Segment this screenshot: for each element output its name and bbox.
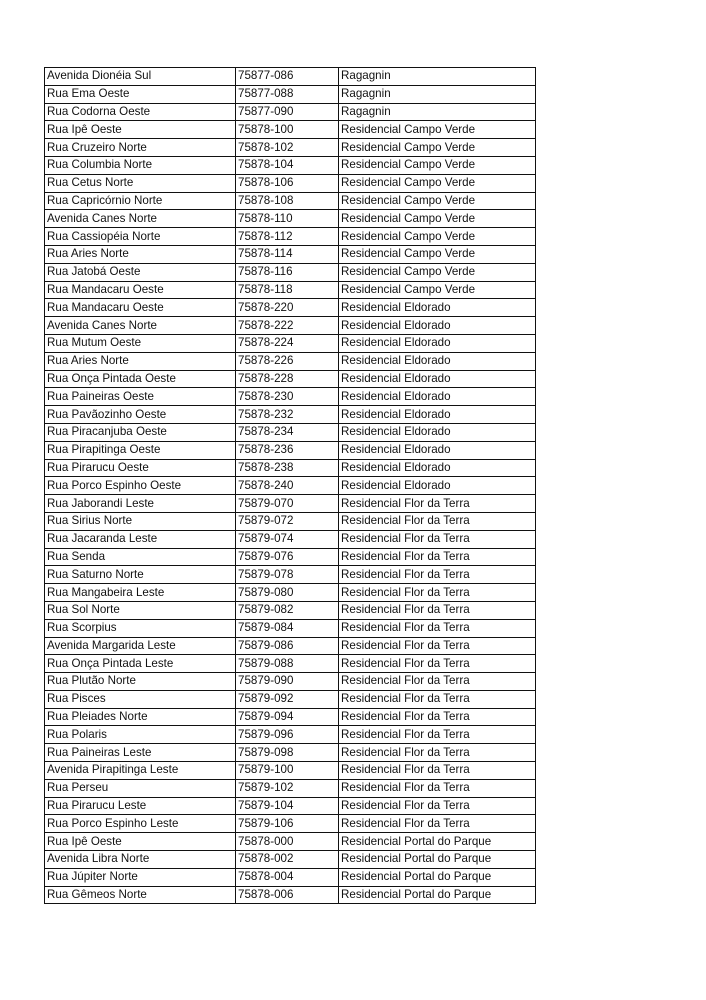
- cep-cell: 75879-086: [236, 637, 339, 655]
- street-cell: Rua Paineiras Leste: [45, 744, 236, 762]
- neighborhood-cell: Residencial Campo Verde: [339, 210, 536, 228]
- street-cell: Rua Scorpius: [45, 619, 236, 637]
- neighborhood-cell: Residencial Flor da Terra: [339, 637, 536, 655]
- neighborhood-cell: Residencial Campo Verde: [339, 228, 536, 246]
- table-row: [45, 388, 536, 406]
- cep-cell: 75879-076: [236, 548, 339, 566]
- table-row: [45, 459, 536, 477]
- neighborhood-cell: Residencial Eldorado: [339, 334, 536, 352]
- neighborhood-cell: Residencial Flor da Terra: [339, 815, 536, 833]
- table-row: [45, 334, 536, 352]
- table-row: [45, 85, 536, 103]
- table-row: [45, 103, 536, 121]
- table-row: [45, 637, 536, 655]
- street-cell: Rua Jaborandi Leste: [45, 495, 236, 513]
- street-cell: Rua Pisces: [45, 690, 236, 708]
- table-row: [45, 477, 536, 495]
- cep-cell: 75879-088: [236, 655, 339, 673]
- cep-cell: 75879-100: [236, 762, 339, 780]
- street-cell: Avenida Canes Norte: [45, 317, 236, 335]
- street-cell: Rua Perseu: [45, 779, 236, 797]
- table-row: [45, 68, 536, 86]
- neighborhood-cell: Residencial Flor da Terra: [339, 655, 536, 673]
- cep-cell: 75878-224: [236, 334, 339, 352]
- street-cell: Rua Sol Norte: [45, 601, 236, 619]
- table-row: [45, 601, 536, 619]
- table-row: [45, 815, 536, 833]
- table-row: [45, 797, 536, 815]
- street-cell: Rua Pirarucu Oeste: [45, 459, 236, 477]
- cep-cell: 75878-110: [236, 210, 339, 228]
- cep-cell: 75878-102: [236, 139, 339, 157]
- address-table: [44, 67, 536, 904]
- table-row: [45, 228, 536, 246]
- table-row: [45, 406, 536, 424]
- neighborhood-cell: Residencial Eldorado: [339, 477, 536, 495]
- neighborhood-cell: Ragagnin: [339, 85, 536, 103]
- neighborhood-cell: Residencial Flor da Terra: [339, 797, 536, 815]
- neighborhood-cell: Residencial Flor da Terra: [339, 619, 536, 637]
- street-cell: Rua Jacaranda Leste: [45, 530, 236, 548]
- neighborhood-cell: Residencial Flor da Terra: [339, 566, 536, 584]
- neighborhood-cell: Residencial Eldorado: [339, 388, 536, 406]
- neighborhood-cell: Residencial Flor da Terra: [339, 530, 536, 548]
- cep-cell: 75878-002: [236, 851, 339, 869]
- neighborhood-cell: Residencial Eldorado: [339, 370, 536, 388]
- cep-cell: 75879-082: [236, 601, 339, 619]
- street-cell: Rua Plutão Norte: [45, 673, 236, 691]
- table-row: [45, 584, 536, 602]
- cep-cell: 75878-230: [236, 388, 339, 406]
- neighborhood-cell: Residencial Flor da Terra: [339, 708, 536, 726]
- table-row: [45, 851, 536, 869]
- table-row: [45, 548, 536, 566]
- neighborhood-cell: Residencial Campo Verde: [339, 192, 536, 210]
- cep-cell: 75878-232: [236, 406, 339, 424]
- street-cell: Rua Codorna Oeste: [45, 103, 236, 121]
- cep-cell: 75878-006: [236, 886, 339, 904]
- table-row: [45, 370, 536, 388]
- neighborhood-cell: Residencial Portal do Parque: [339, 833, 536, 851]
- table-row: [45, 174, 536, 192]
- cep-cell: 75878-112: [236, 228, 339, 246]
- cep-cell: 75879-072: [236, 512, 339, 530]
- neighborhood-cell: Residencial Campo Verde: [339, 139, 536, 157]
- street-cell: Rua Mandacaru Oeste: [45, 281, 236, 299]
- cep-cell: 75878-234: [236, 423, 339, 441]
- table-row: [45, 495, 536, 513]
- neighborhood-cell: Residencial Flor da Terra: [339, 495, 536, 513]
- neighborhood-cell: Residencial Flor da Terra: [339, 512, 536, 530]
- cep-cell: 75879-090: [236, 673, 339, 691]
- neighborhood-cell: Residencial Flor da Terra: [339, 762, 536, 780]
- street-cell: Rua Porco Espinho Leste: [45, 815, 236, 833]
- neighborhood-cell: Residencial Campo Verde: [339, 174, 536, 192]
- street-cell: Rua Mutum Oeste: [45, 334, 236, 352]
- neighborhood-cell: Residencial Flor da Terra: [339, 726, 536, 744]
- table-row: [45, 708, 536, 726]
- street-cell: Rua Cruzeiro Norte: [45, 139, 236, 157]
- table-row: [45, 192, 536, 210]
- table-row: [45, 744, 536, 762]
- table-row: [45, 833, 536, 851]
- address-table-body: [45, 68, 536, 904]
- street-cell: Rua Capricórnio Norte: [45, 192, 236, 210]
- street-cell: Rua Porco Espinho Oeste: [45, 477, 236, 495]
- cep-cell: 75878-106: [236, 174, 339, 192]
- table-row: [45, 441, 536, 459]
- street-cell: Rua Sirius Norte: [45, 512, 236, 530]
- table-row: [45, 673, 536, 691]
- cep-cell: 75878-108: [236, 192, 339, 210]
- street-cell: Rua Senda: [45, 548, 236, 566]
- cep-cell: 75878-100: [236, 121, 339, 139]
- cep-cell: 75878-118: [236, 281, 339, 299]
- table-row: [45, 512, 536, 530]
- street-cell: Avenida Dionéia Sul: [45, 68, 236, 86]
- table-row: [45, 779, 536, 797]
- neighborhood-cell: Residencial Flor da Terra: [339, 584, 536, 602]
- street-cell: Avenida Margarida Leste: [45, 637, 236, 655]
- street-cell: Rua Paineiras Oeste: [45, 388, 236, 406]
- cep-cell: 75879-078: [236, 566, 339, 584]
- street-cell: Rua Ipê Oeste: [45, 833, 236, 851]
- street-cell: Avenida Pirapitinga Leste: [45, 762, 236, 780]
- street-cell: Rua Pirapitinga Oeste: [45, 441, 236, 459]
- table-row: [45, 299, 536, 317]
- cep-cell: 75879-092: [236, 690, 339, 708]
- neighborhood-cell: Residencial Flor da Terra: [339, 690, 536, 708]
- cep-cell: 75879-106: [236, 815, 339, 833]
- street-cell: Rua Ema Oeste: [45, 85, 236, 103]
- cep-cell: 75879-098: [236, 744, 339, 762]
- cep-cell: 75878-004: [236, 868, 339, 886]
- table-row: [45, 423, 536, 441]
- street-cell: Rua Aries Norte: [45, 245, 236, 263]
- street-cell: Rua Júpiter Norte: [45, 868, 236, 886]
- neighborhood-cell: Residencial Flor da Terra: [339, 673, 536, 691]
- cep-cell: 75879-104: [236, 797, 339, 815]
- street-cell: Rua Aries Norte: [45, 352, 236, 370]
- cep-cell: 75878-220: [236, 299, 339, 317]
- street-cell: Rua Jatobá Oeste: [45, 263, 236, 281]
- table-row: [45, 317, 536, 335]
- table-row: [45, 245, 536, 263]
- neighborhood-cell: Residencial Flor da Terra: [339, 744, 536, 762]
- street-cell: Avenida Libra Norte: [45, 851, 236, 869]
- street-cell: Rua Mangabeira Leste: [45, 584, 236, 602]
- street-cell: Rua Onça Pintada Leste: [45, 655, 236, 673]
- cep-cell: 75879-074: [236, 530, 339, 548]
- neighborhood-cell: Residencial Campo Verde: [339, 156, 536, 174]
- neighborhood-cell: Residencial Eldorado: [339, 423, 536, 441]
- table-row: [45, 156, 536, 174]
- cep-cell: 75877-086: [236, 68, 339, 86]
- table-row: [45, 566, 536, 584]
- street-cell: Rua Pirarucu Leste: [45, 797, 236, 815]
- table-row: [45, 868, 536, 886]
- cep-cell: 75878-228: [236, 370, 339, 388]
- cep-cell: 75879-084: [236, 619, 339, 637]
- street-cell: Rua Ipê Oeste: [45, 121, 236, 139]
- street-cell: Rua Pleiades Norte: [45, 708, 236, 726]
- cep-cell: 75879-102: [236, 779, 339, 797]
- table-row: [45, 210, 536, 228]
- street-cell: Rua Polaris: [45, 726, 236, 744]
- street-cell: Rua Mandacaru Oeste: [45, 299, 236, 317]
- neighborhood-cell: Residencial Eldorado: [339, 459, 536, 477]
- cep-cell: 75879-070: [236, 495, 339, 513]
- neighborhood-cell: Residencial Flor da Terra: [339, 548, 536, 566]
- street-cell: Rua Onça Pintada Oeste: [45, 370, 236, 388]
- table-row: [45, 139, 536, 157]
- cep-cell: 75877-088: [236, 85, 339, 103]
- street-cell: Rua Piracanjuba Oeste: [45, 423, 236, 441]
- neighborhood-cell: Residencial Campo Verde: [339, 245, 536, 263]
- cep-cell: 75879-080: [236, 584, 339, 602]
- table-row: [45, 690, 536, 708]
- cep-cell: 75878-116: [236, 263, 339, 281]
- neighborhood-cell: Residencial Portal do Parque: [339, 851, 536, 869]
- cep-cell: 75879-094: [236, 708, 339, 726]
- cep-cell: 75878-104: [236, 156, 339, 174]
- neighborhood-cell: Residencial Flor da Terra: [339, 779, 536, 797]
- neighborhood-cell: Residencial Portal do Parque: [339, 886, 536, 904]
- table-row: [45, 263, 536, 281]
- table-row: [45, 530, 536, 548]
- neighborhood-cell: Residencial Campo Verde: [339, 281, 536, 299]
- table-row: [45, 655, 536, 673]
- neighborhood-cell: Residencial Eldorado: [339, 317, 536, 335]
- cep-cell: 75878-000: [236, 833, 339, 851]
- street-cell: Rua Saturno Norte: [45, 566, 236, 584]
- table-row: [45, 762, 536, 780]
- table-row: [45, 352, 536, 370]
- street-cell: Rua Gêmeos Norte: [45, 886, 236, 904]
- cep-cell: 75878-226: [236, 352, 339, 370]
- cep-cell: 75877-090: [236, 103, 339, 121]
- neighborhood-cell: Residencial Eldorado: [339, 406, 536, 424]
- neighborhood-cell: Residencial Eldorado: [339, 299, 536, 317]
- neighborhood-cell: Residencial Eldorado: [339, 352, 536, 370]
- table-row: [45, 886, 536, 904]
- street-cell: Rua Cetus Norte: [45, 174, 236, 192]
- neighborhood-cell: Residencial Eldorado: [339, 441, 536, 459]
- cep-cell: 75878-236: [236, 441, 339, 459]
- street-cell: Avenida Canes Norte: [45, 210, 236, 228]
- table-row: [45, 619, 536, 637]
- neighborhood-cell: Ragagnin: [339, 103, 536, 121]
- neighborhood-cell: Residencial Portal do Parque: [339, 868, 536, 886]
- street-cell: Rua Cassiopéia Norte: [45, 228, 236, 246]
- table-row: [45, 281, 536, 299]
- street-cell: Rua Pavãozinho Oeste: [45, 406, 236, 424]
- neighborhood-cell: Residencial Flor da Terra: [339, 601, 536, 619]
- cep-cell: 75878-114: [236, 245, 339, 263]
- neighborhood-cell: Residencial Campo Verde: [339, 263, 536, 281]
- neighborhood-cell: Residencial Campo Verde: [339, 121, 536, 139]
- cep-cell: 75878-238: [236, 459, 339, 477]
- neighborhood-cell: Ragagnin: [339, 68, 536, 86]
- table-row: [45, 121, 536, 139]
- table-row: [45, 726, 536, 744]
- cep-cell: 75879-096: [236, 726, 339, 744]
- street-cell: Rua Columbia Norte: [45, 156, 236, 174]
- cep-cell: 75878-222: [236, 317, 339, 335]
- cep-cell: 75878-240: [236, 477, 339, 495]
